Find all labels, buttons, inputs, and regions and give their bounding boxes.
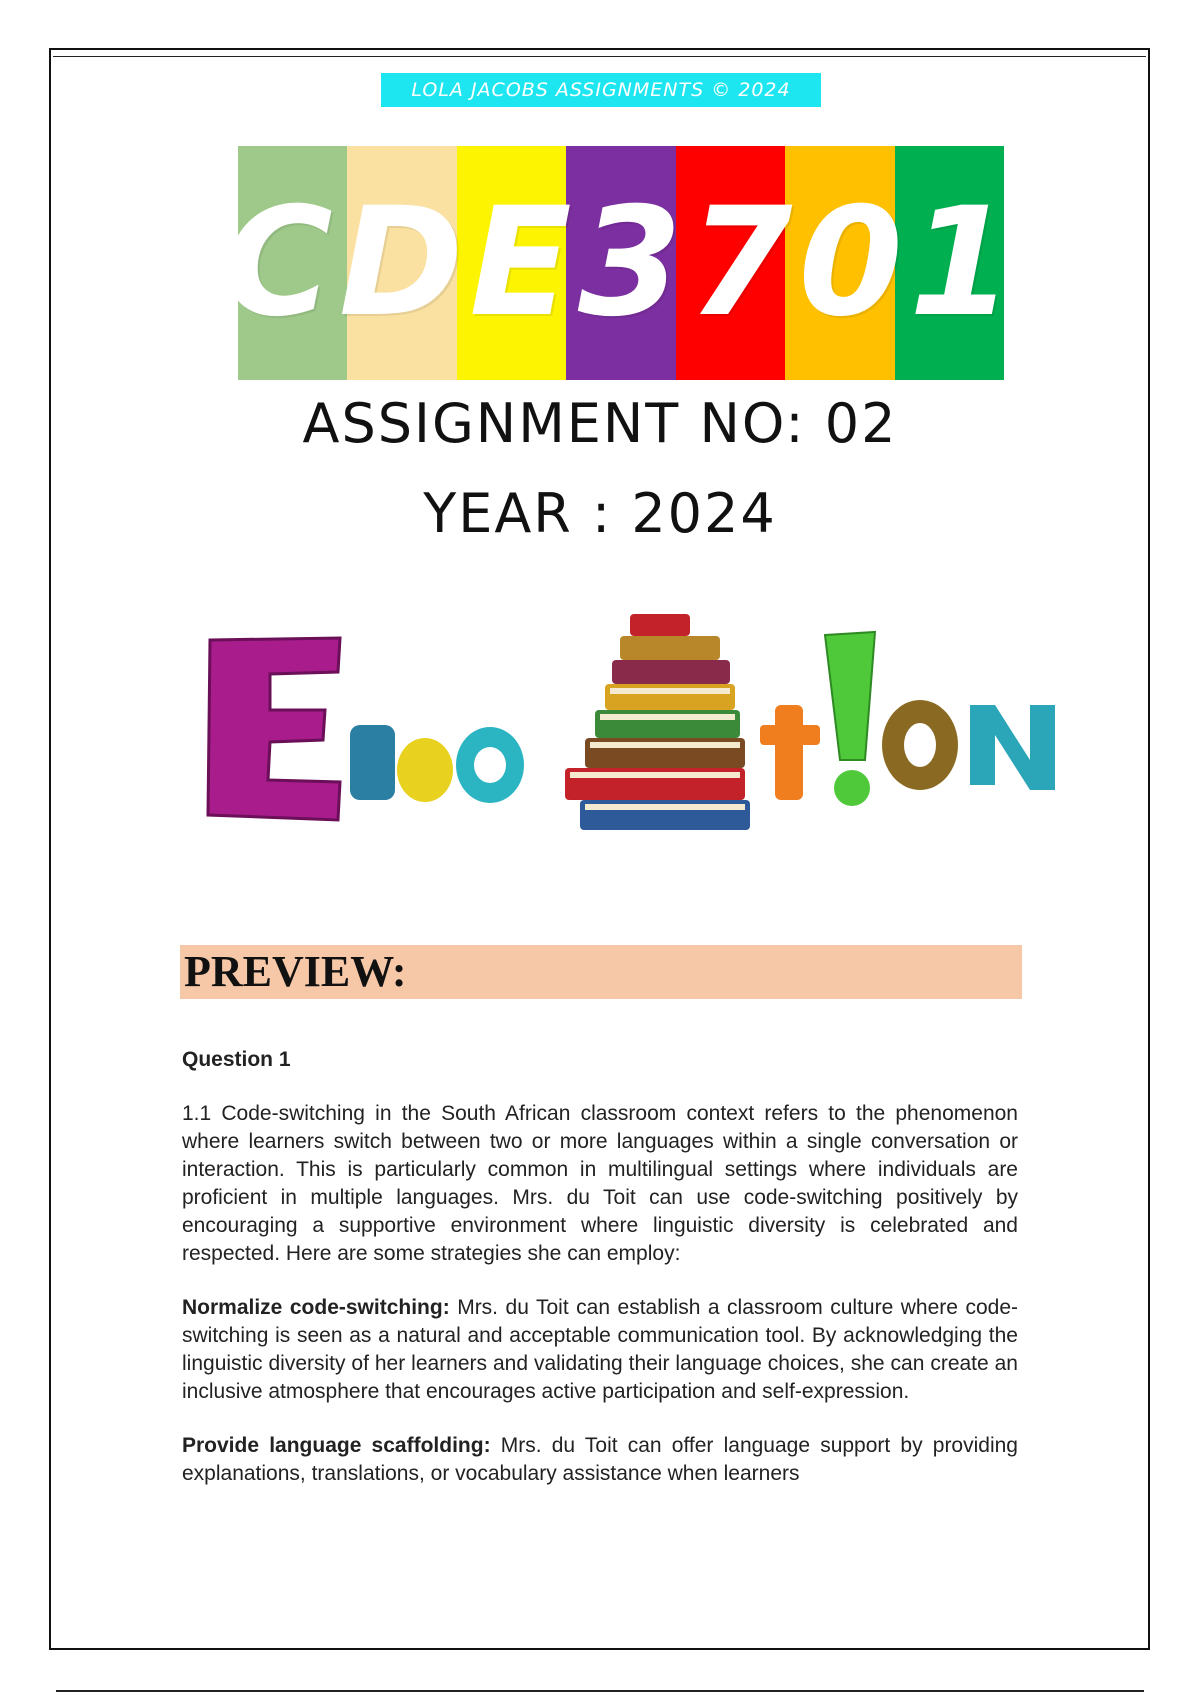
strategy-paragraph: [182, 1432, 1018, 1488]
preview-heading: PREVIEW:: [180, 945, 1022, 999]
strategy-lead: Normalize code-switching:: [182, 1296, 450, 1319]
letter-e-shape: [208, 638, 340, 820]
strategy-lead: Provide language scaffolding:: [182, 1434, 491, 1457]
header-rule: [53, 56, 1146, 57]
intro-paragraph: 1.1 Code-switching in the South African classroom context refers to the phenomenon where learners switch between two or more languages within a single conversation or interaction. This is particularly common in multilingual settings where individuals are proficient in multiple languages. Mrs. du Toit can use code-switching positively by encouraging a supportive environment where linguistic diversity is celebrated and respected. Here are some strategies she can employ:: [182, 1102, 1018, 1265]
assignment-number: ASSIGNMENT NO: 02: [302, 392, 898, 455]
strategy-text: Mrs. du Toit can offer language support by providing explanations, translations, or vocabulary assistance when learners: [182, 1434, 1018, 1485]
assignment-year: YEAR : 2024: [423, 482, 777, 545]
strategy-text: Mrs. du Toit can establish a classroom culture where code-switching is seen as a natural and acceptable communication tool. By acknowledging the linguistic diversity of her learners and validating their language choices, she can create an inclusive atmosphere that encourages active participation and self-expression.: [182, 1296, 1018, 1403]
document-body: [182, 1046, 1018, 1514]
course-code: CDE3701: [222, 176, 1020, 350]
strategy-paragraph: [182, 1294, 1018, 1406]
copyright-label: LOLA JACOBS ASSIGNMENTS © 2024: [381, 73, 821, 107]
education-books-icon: [200, 610, 1070, 870]
book-stack: [565, 614, 750, 830]
question-heading: Question 1: [182, 1048, 291, 1071]
footer-rule: [56, 1690, 1144, 1692]
